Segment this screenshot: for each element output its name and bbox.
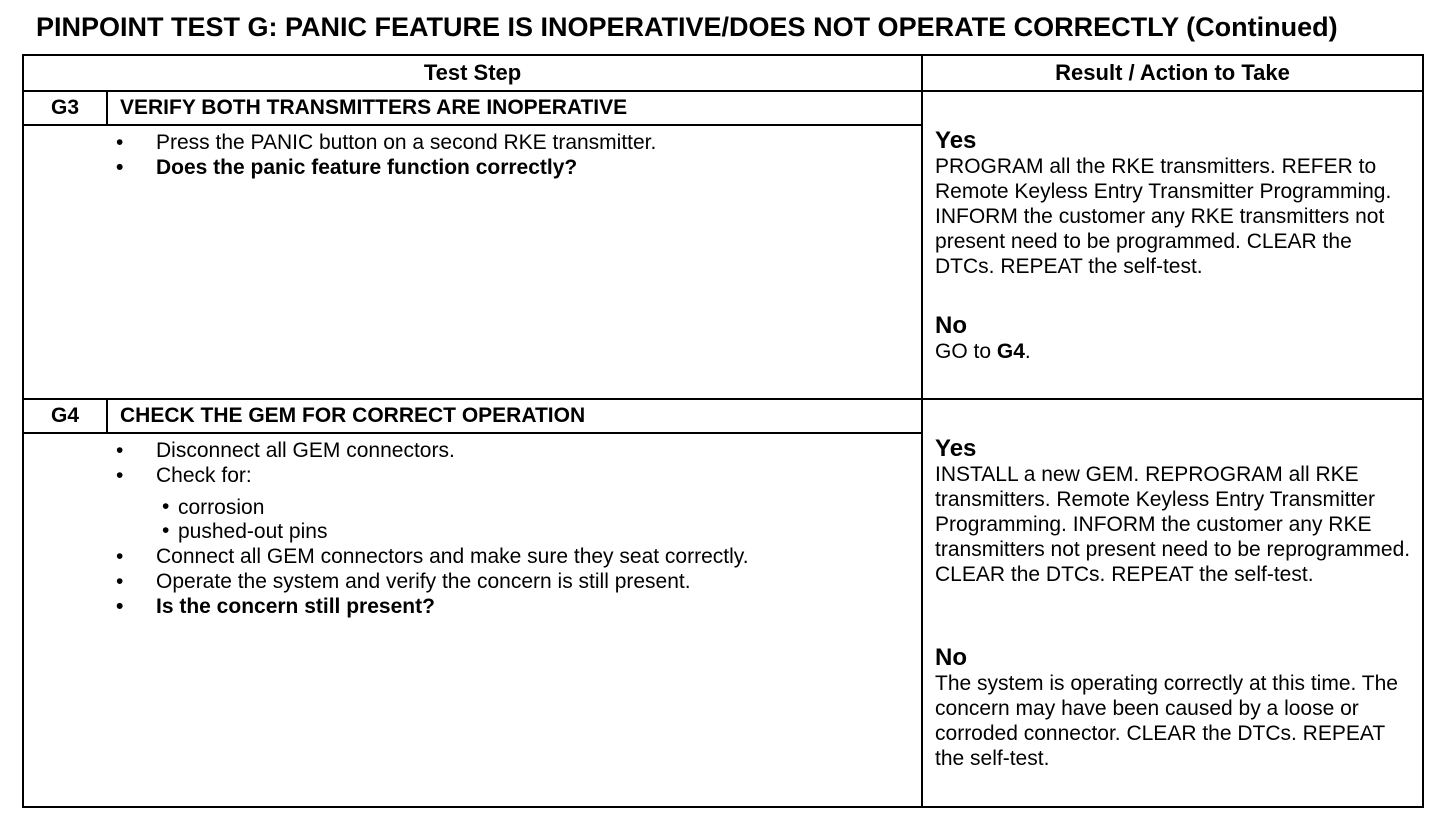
bullet-icon: • bbox=[116, 131, 124, 155]
sub-bullet-icon: • bbox=[162, 519, 170, 543]
result-g3-yes-label: Yes bbox=[935, 127, 977, 154]
bullet-icon: • bbox=[116, 545, 124, 569]
bullet-icon: • bbox=[116, 570, 124, 594]
step-title-g4: CHECK THE GEM FOR CORRECT OPERATION bbox=[107, 399, 922, 433]
sub-step-text: corrosion bbox=[178, 496, 265, 520]
result-g4 bbox=[922, 399, 1423, 807]
step-text: Check for: bbox=[156, 464, 252, 488]
list-item bbox=[24, 594, 921, 619]
step-text: Operate the system and verify the concern is still present. bbox=[156, 570, 691, 594]
result-g3 bbox=[922, 91, 1423, 399]
table-header-row bbox=[23, 55, 1423, 91]
sub-list-item bbox=[156, 520, 921, 544]
result-g3-no-target: G4 bbox=[996, 340, 1025, 363]
result-g4-no-label: No bbox=[935, 644, 968, 671]
result-g3-no-label: No bbox=[935, 312, 968, 339]
step-title-g3: VERIFY BOTH TRANSMITTERS ARE INOPERATIVE bbox=[107, 91, 922, 125]
steps-g3-list bbox=[24, 130, 921, 180]
list-item bbox=[24, 569, 921, 594]
bullet-icon: • bbox=[116, 156, 124, 180]
result-header: Result / Action to Take bbox=[922, 55, 1423, 91]
result-g3-no-text bbox=[935, 339, 1414, 364]
result-g4-yes-label: Yes bbox=[935, 435, 977, 462]
step-question: Does the panic feature function correctly? bbox=[156, 156, 578, 180]
result-g3-no-prefix: GO to bbox=[935, 340, 997, 363]
step-text: Connect all GEM connectors and make sure they seat correctly. bbox=[156, 545, 749, 569]
page-title: PINPOINT TEST G: PANIC FEATURE IS INOPERATIVE/DOES NOT OPERATE CORRECTLY (Continued) bbox=[36, 12, 1338, 42]
bullet-icon: • bbox=[116, 595, 124, 619]
step-id-g3: G3 bbox=[23, 91, 107, 125]
steps-g4 bbox=[23, 433, 922, 807]
list-item bbox=[24, 438, 921, 463]
result-g4-yes-text: INSTALL a new GEM. REPROGRAM all RKE transmitters. Remote Keyless Entry Transmitter Programming. INFORM the customer any RKE transmitters not present need to be reprogrammed. CLEAR the DTCs. REPEAT the self-test. bbox=[935, 463, 1411, 586]
sub-step-text: pushed-out pins bbox=[178, 520, 328, 544]
step-id-g4: G4 bbox=[23, 399, 107, 433]
step-text: Press the PANIC button on a second RKE transmitter. bbox=[156, 131, 657, 155]
bullet-icon: • bbox=[116, 439, 124, 463]
step-row-g4-title bbox=[23, 399, 1423, 433]
test-step-header: Test Step bbox=[23, 55, 922, 91]
bullet-icon: • bbox=[116, 464, 124, 488]
result-g3-yes-text: PROGRAM all the RKE transmitters. REFER to Remote Keyless Entry Transmitter Programming. INFORM the customer any RKE transmitters not present need to be programmed. CLEAR the DTCs. REPEAT the self-test. bbox=[935, 155, 1392, 278]
result-g4-no-text: The system is operating correctly at this time. The concern may have been caused by a loose or corroded connector. CLEAR the DTCs. REPEAT the self-test. bbox=[935, 672, 1398, 770]
list-item bbox=[24, 463, 921, 544]
steps-g4-list bbox=[24, 438, 921, 619]
step-text: Disconnect all GEM connectors. bbox=[156, 439, 455, 463]
pinpoint-test-table bbox=[22, 54, 1424, 808]
steps-g3 bbox=[23, 125, 922, 399]
list-item bbox=[24, 544, 921, 569]
sub-bullet-icon: • bbox=[162, 495, 170, 519]
step-row-g3-title bbox=[23, 91, 1423, 125]
list-item bbox=[24, 155, 921, 180]
sub-steps-g4 bbox=[156, 496, 921, 544]
sub-list-item bbox=[156, 496, 921, 520]
list-item bbox=[24, 130, 921, 155]
step-question: Is the concern still present? bbox=[156, 595, 435, 619]
result-g3-no-suffix: . bbox=[1024, 340, 1031, 363]
